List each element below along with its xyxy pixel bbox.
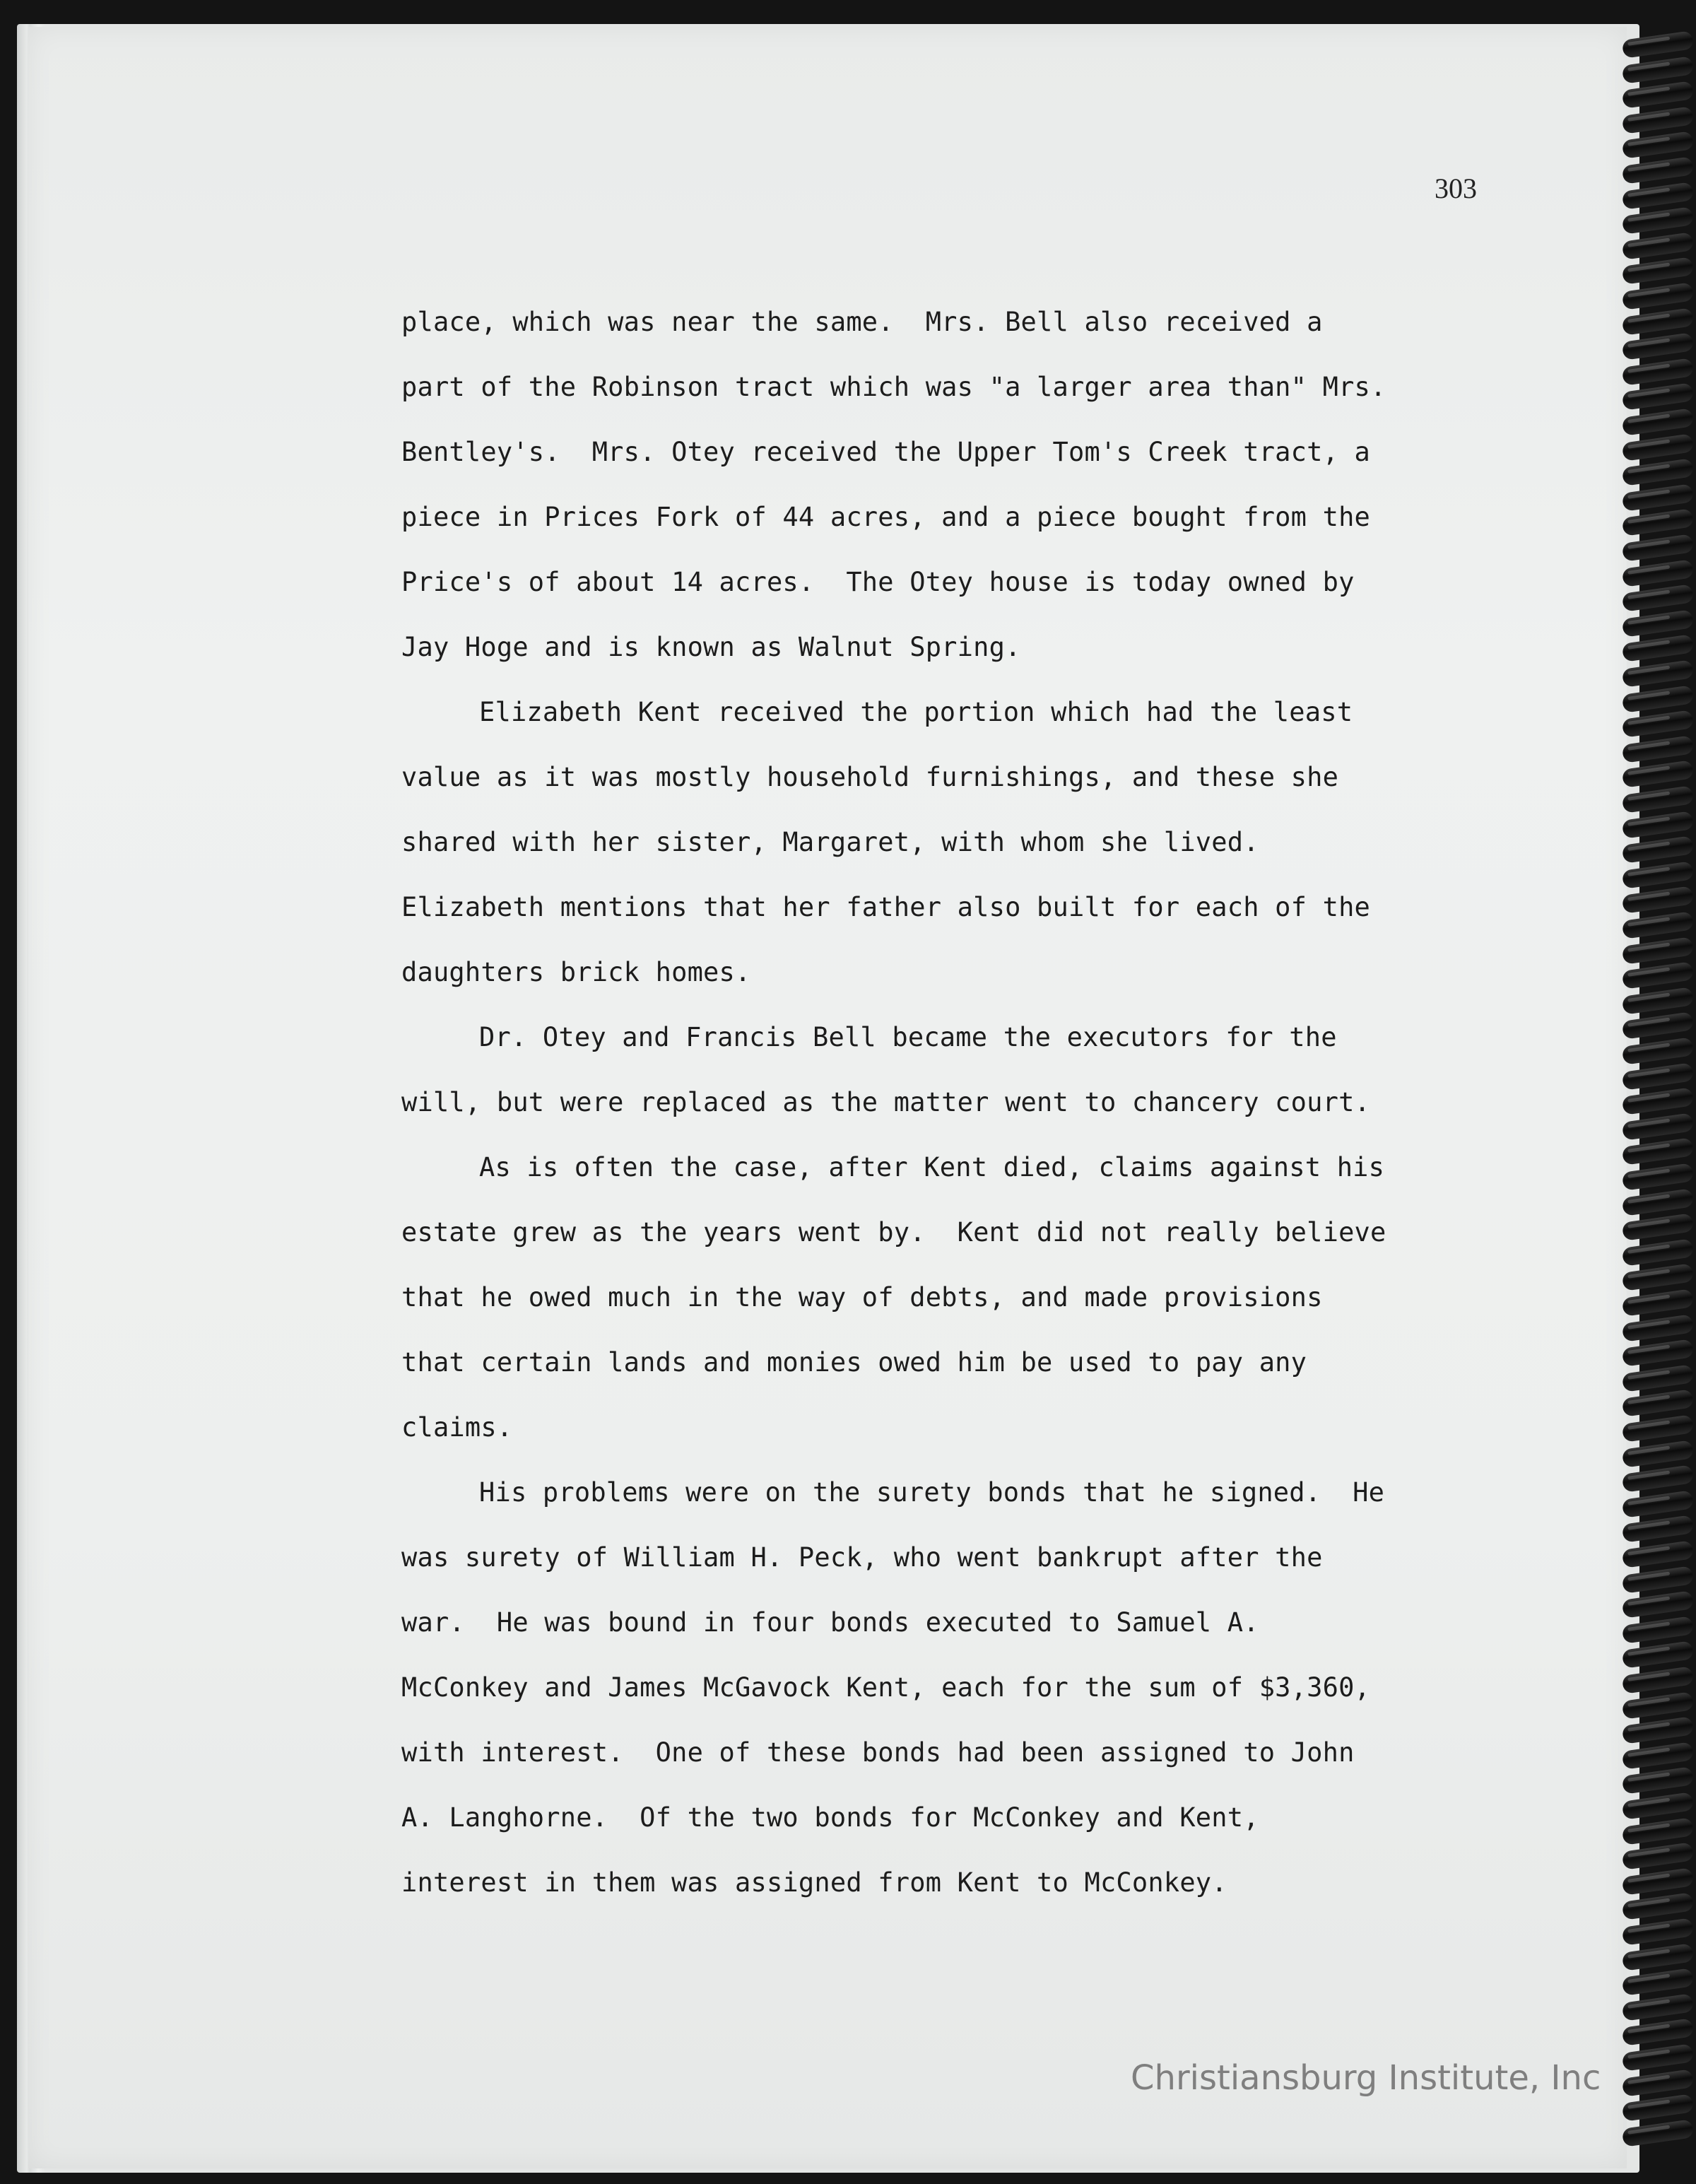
spiral-coil — [1622, 835, 1695, 864]
spiral-coil — [1622, 509, 1695, 537]
spiral-coil — [1622, 785, 1695, 814]
watermark: Christiansburg Institute, Inc — [1131, 2058, 1601, 2098]
spiral-coil — [1622, 307, 1695, 336]
spiral-coil — [1622, 1087, 1695, 1115]
page-number: 303 — [1435, 172, 1477, 204]
spiral-coil — [1622, 1666, 1695, 1694]
spiral-coil — [1622, 1364, 1695, 1392]
spiral-coil — [1622, 2043, 1695, 2072]
spiral-coil — [1622, 1968, 1695, 1996]
spiral-coil — [1622, 1817, 1695, 1845]
spiral-coil — [1622, 1390, 1695, 1418]
spiral-coil — [1622, 2069, 1695, 2097]
text-line: estate grew as the years went by. Kent did not really believe — [401, 1217, 1386, 1247]
spiral-coil — [1622, 1414, 1695, 1443]
spiral-coil — [1622, 1993, 1695, 2021]
spiral-coil — [1622, 1641, 1695, 1669]
spiral-coil — [1622, 56, 1695, 84]
text-line: part of the Robinson tract which was "a larger area than" Mrs. — [401, 372, 1386, 402]
spiral-coil — [1622, 81, 1695, 109]
spiral-coil — [1622, 131, 1695, 160]
text-line: Jay Hoge and is known as Walnut Spring. — [401, 632, 1021, 662]
spiral-coil — [1622, 1566, 1695, 1594]
spiral-coil — [1622, 1742, 1695, 1770]
spiral-coil — [1622, 232, 1695, 260]
spiral-coil — [1622, 1288, 1695, 1317]
text-line: As is often the case, after Kent died, claims against his — [479, 1152, 1385, 1182]
spiral-coil — [1622, 1616, 1695, 1644]
spiral-coil — [1622, 30, 1695, 59]
spiral-coil — [1622, 1188, 1695, 1216]
spiral-coil — [1622, 383, 1695, 411]
spiral-coil — [1622, 483, 1695, 512]
spiral-coil — [1622, 1314, 1695, 1342]
spiral-coil — [1622, 1339, 1695, 1367]
text-line: that he owed much in the way of debts, and made provisions — [401, 1282, 1323, 1313]
spiral-coil — [1622, 1540, 1695, 1568]
text-line: value as it was mostly household furnishings, and these she — [401, 762, 1339, 792]
spiral-coil — [1622, 1842, 1695, 1870]
spiral-coil — [1622, 408, 1695, 436]
spiral-coil — [1622, 2094, 1695, 2122]
spiral-coil — [1622, 559, 1695, 587]
spiral-coil — [1622, 1012, 1695, 1040]
spiral-coil — [1622, 433, 1695, 462]
spiral-coil — [1622, 1691, 1695, 1720]
spiral-coil — [1622, 1792, 1695, 1820]
spiral-coil — [1622, 534, 1695, 562]
text-line: Dr. Otey and Francis Bell became the executors for the — [479, 1022, 1337, 1052]
spiral-coil — [1622, 1440, 1695, 1468]
spiral-coil — [1622, 1037, 1695, 1065]
spiral-coil — [1622, 761, 1695, 789]
spiral-coil — [1622, 886, 1695, 915]
spiral-coil — [1622, 458, 1695, 486]
spiral-coil — [1622, 1464, 1695, 1493]
spiral-coil — [1622, 282, 1695, 310]
spiral-coil — [1622, 2119, 1695, 2147]
spiral-coil — [1622, 1767, 1695, 1795]
spiral-coil — [1622, 1590, 1695, 1619]
text-line: will, but were replaced as the matter went to chancery court. — [401, 1087, 1371, 1117]
spiral-coil — [1622, 1062, 1695, 1091]
spiral-coil — [1622, 1112, 1695, 1141]
spiral-coil — [1622, 937, 1695, 965]
spiral-coil — [1622, 961, 1695, 990]
text-line: Bentley's. Mrs. Otey received the Upper Tom's Creek tract, a — [401, 437, 1371, 467]
spiral-coil — [1622, 182, 1695, 210]
spiral-coil — [1622, 1515, 1695, 1544]
spiral-coil — [1622, 106, 1695, 134]
spiral-coil — [1622, 1213, 1695, 1241]
text-line: His problems were on the surety bonds that he signed. He — [479, 1477, 1385, 1508]
text-line: Price's of about 14 acres. The Otey house is today owned by — [401, 567, 1355, 597]
spiral-coil — [1622, 659, 1695, 688]
spiral-coil — [1622, 1138, 1695, 1166]
text-line: that certain lands and monies owed him be used to pay any — [401, 1347, 1307, 1378]
text-line: Elizabeth mentions that her father also built for each of the — [401, 892, 1371, 922]
text-line: daughters brick homes. — [401, 957, 751, 987]
spiral-coil — [1622, 987, 1695, 1015]
spiral-coil — [1622, 358, 1695, 386]
spiral-coil — [1622, 332, 1695, 360]
text-line: with interest. One of these bonds had been assigned to John — [401, 1737, 1355, 1768]
text-line: A. Langhorne. Of the two bonds for McConkey and Kent, — [401, 1802, 1259, 1833]
spiral-coil — [1622, 1943, 1695, 1971]
spiral-coil — [1622, 2019, 1695, 2047]
spiral-coil — [1622, 1264, 1695, 1292]
text-line: Elizabeth Kent received the portion which had the least — [479, 697, 1353, 727]
spiral-binding — [1623, 35, 1696, 2184]
spiral-coil — [1622, 685, 1695, 713]
spiral-coil — [1622, 206, 1695, 235]
spiral-coil — [1622, 257, 1695, 286]
body-text — [401, 290, 1447, 1915]
text-line: war. He was bound in four bonds executed to Samuel A. — [401, 1607, 1259, 1638]
text-line: piece in Prices Fork of 44 acres, and a piece bought from the — [401, 502, 1371, 532]
text-line: claims. — [401, 1412, 513, 1443]
spiral-coil — [1622, 1163, 1695, 1191]
spiral-coil — [1622, 1238, 1695, 1267]
document-page — [28, 27, 1627, 2168]
spiral-coil — [1622, 1893, 1695, 1921]
text-line: shared with her sister, Margaret, with whom she lived. — [401, 827, 1259, 857]
text-line: was surety of William H. Peck, who went bankrupt after the — [401, 1542, 1323, 1573]
spiral-coil — [1622, 735, 1695, 763]
spiral-coil — [1622, 1867, 1695, 1896]
spiral-coil — [1622, 811, 1695, 839]
spiral-coil — [1622, 609, 1695, 638]
text-line: McConkey and James McGavock Kent, each for the sum of $3,360, — [401, 1672, 1371, 1703]
spiral-coil — [1622, 584, 1695, 612]
spiral-coil — [1622, 1490, 1695, 1518]
text-line: interest in them was assigned from Kent to McConkey. — [401, 1867, 1227, 1898]
spiral-coil — [1622, 861, 1695, 889]
spiral-coil — [1622, 156, 1695, 184]
spiral-coil — [1622, 635, 1695, 663]
text-line: place, which was near the same. Mrs. Bell also received a — [401, 307, 1323, 337]
spiral-coil — [1622, 1918, 1695, 1946]
spiral-coil — [1622, 911, 1695, 939]
spiral-coil — [1622, 710, 1695, 738]
spiral-coil — [1622, 1716, 1695, 1744]
